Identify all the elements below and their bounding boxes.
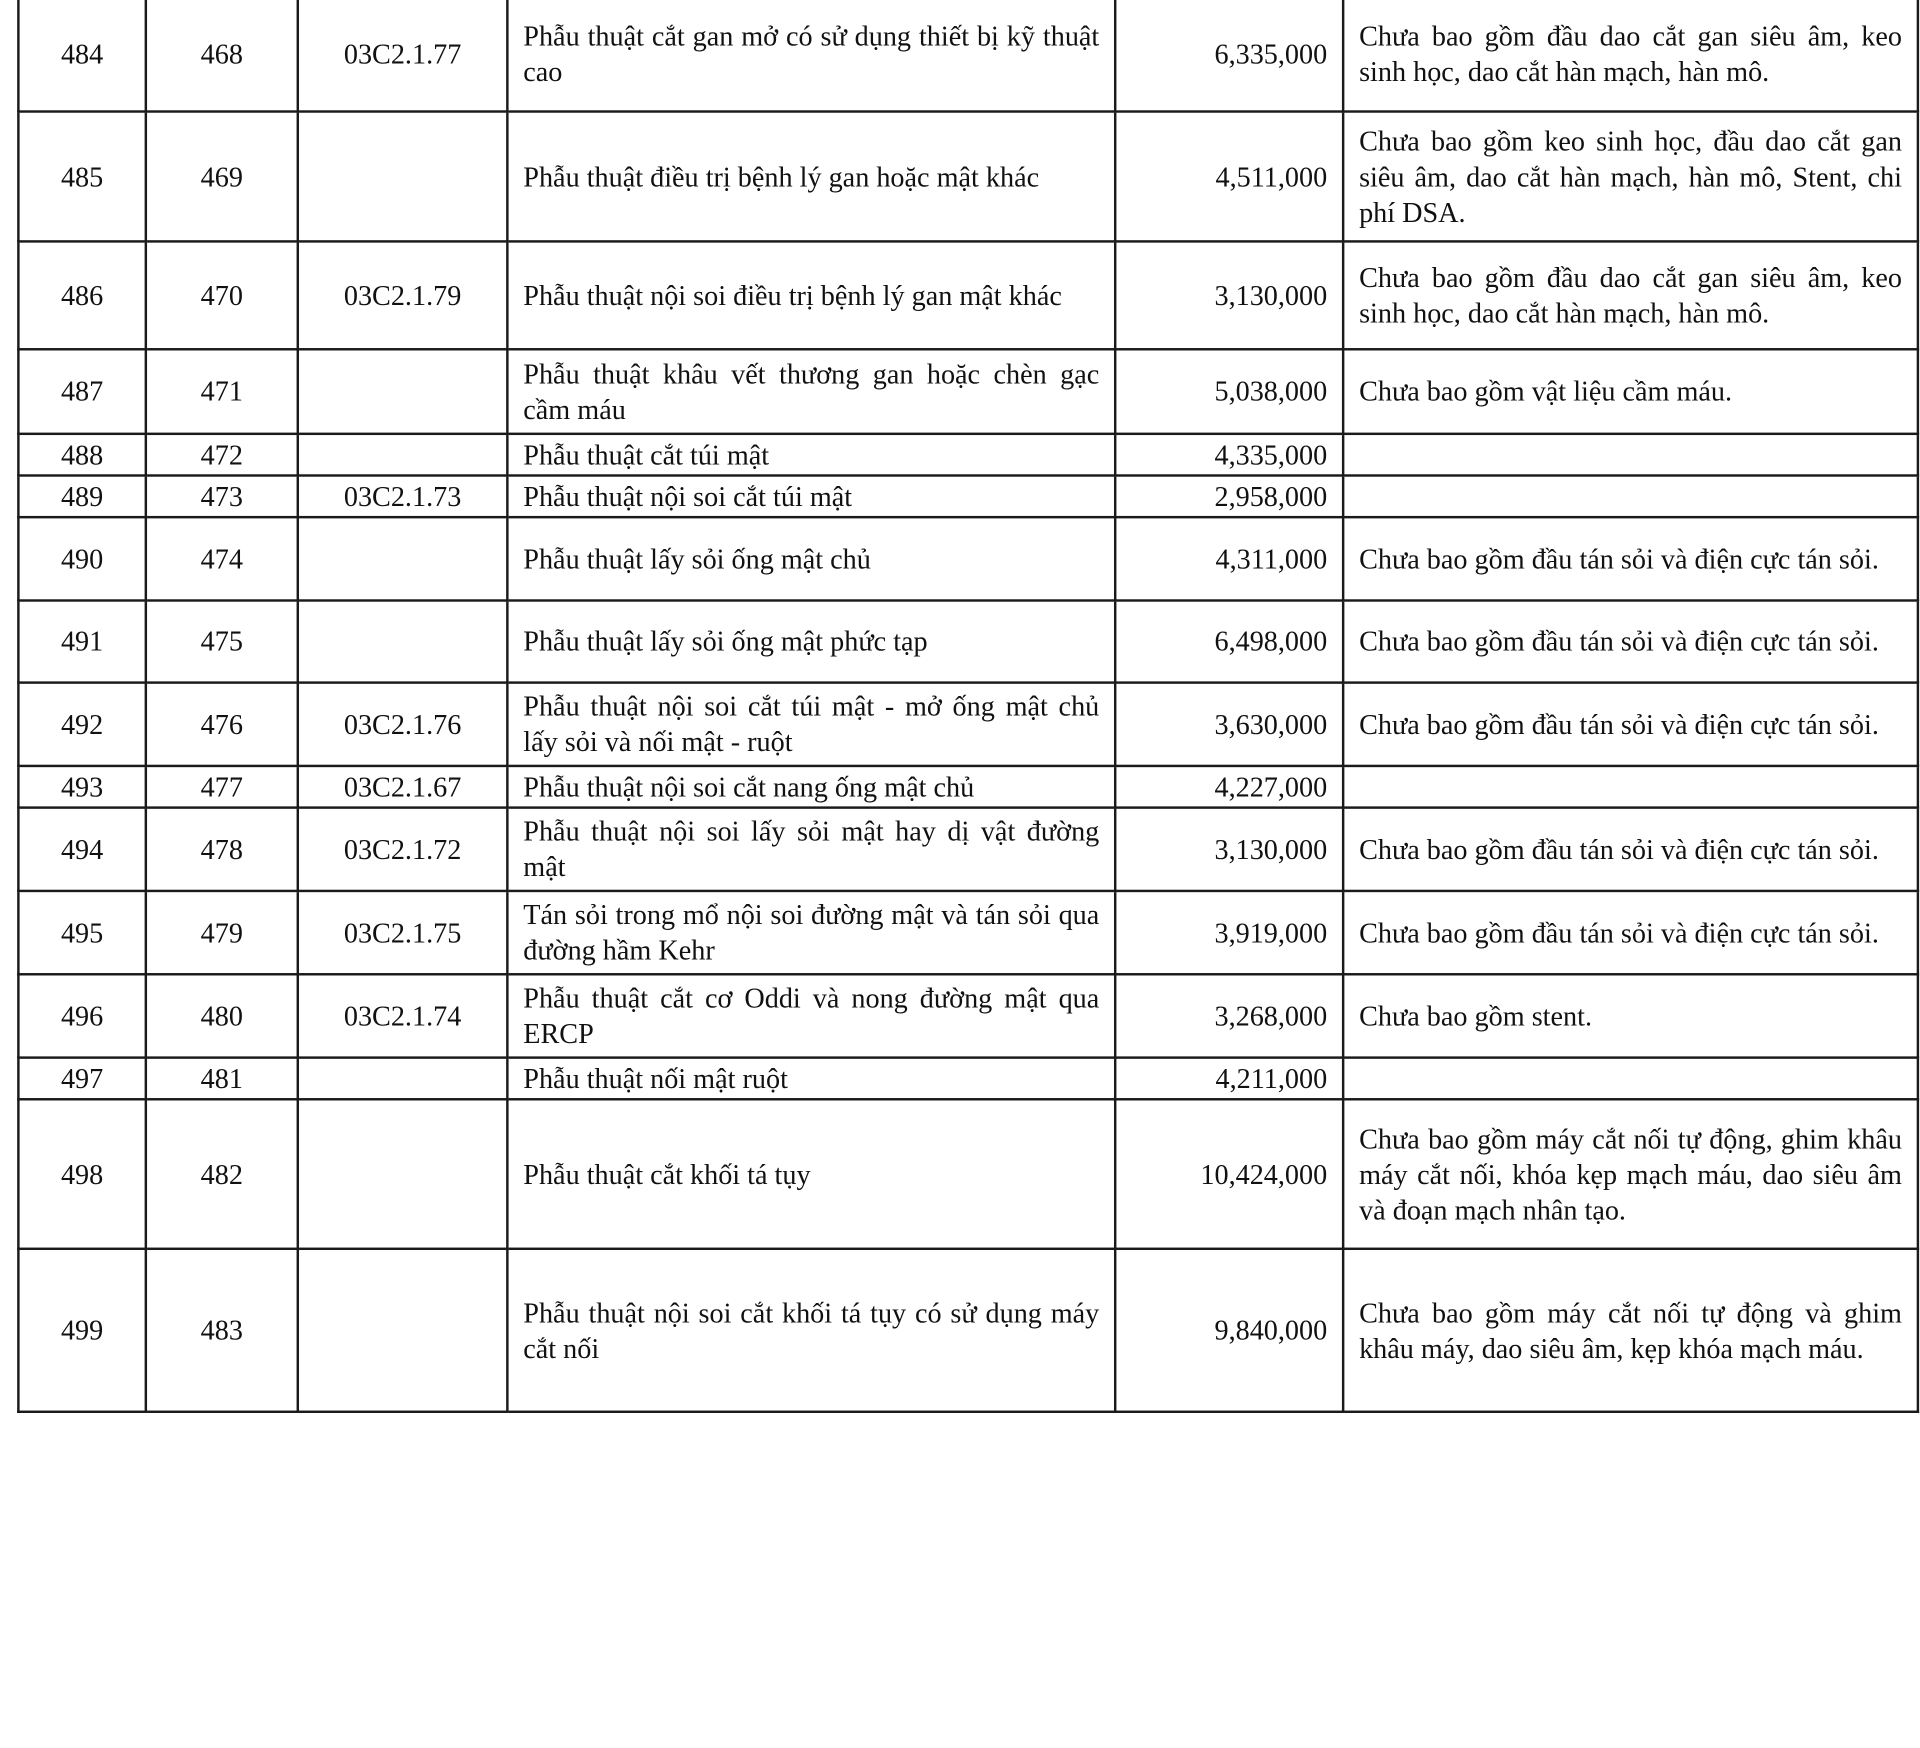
service-name-cell: Phẫu thuật cắt cơ Oddi và nong đường mật qua ERCP <box>507 974 1115 1057</box>
code-cell: 03C2.1.73 <box>298 475 508 517</box>
table-row <box>18 349 1918 434</box>
code-cell <box>298 517 508 600</box>
table-row <box>18 683 1918 766</box>
tt-cell: 483 <box>146 1249 298 1412</box>
service-name-cell: Phẫu thuật nội soi cắt túi mật <box>507 475 1115 517</box>
price-cell: 4,227,000 <box>1115 766 1343 808</box>
table-row <box>18 808 1918 891</box>
code-cell <box>298 1058 508 1100</box>
stt-cell: 496 <box>18 974 145 1057</box>
stt-cell: 491 <box>18 600 145 682</box>
tt-cell: 482 <box>146 1099 298 1249</box>
service-name-cell: Tán sỏi trong mổ nội soi đường mật và tán sỏi qua đường hầm Kehr <box>507 891 1115 974</box>
price-cell: 9,840,000 <box>1115 1249 1343 1412</box>
table-row <box>18 766 1918 808</box>
service-name-cell: Phẫu thuật cắt khối tá tụy <box>507 1099 1115 1249</box>
service-name-cell: Phẫu thuật nội soi cắt túi mật - mở ống mật chủ lấy sỏi và nối mật - ruột <box>507 683 1115 766</box>
table-row <box>18 517 1918 600</box>
price-cell: 6,335,000 <box>1115 0 1343 112</box>
stt-cell: 485 <box>18 112 145 242</box>
note-cell: Chưa bao gồm đầu tán sỏi và điện cực tán sỏi. <box>1343 891 1918 974</box>
service-name-cell: Phẫu thuật lấy sỏi ống mật phức tạp <box>507 600 1115 682</box>
table-row <box>18 241 1918 349</box>
tt-cell: 481 <box>146 1058 298 1100</box>
code-cell: 03C2.1.72 <box>298 808 508 891</box>
stt-cell: 498 <box>18 1099 145 1249</box>
table-row <box>18 1249 1918 1412</box>
service-name-cell: Phẫu thuật cắt gan mở có sử dụng thiết bị kỹ thuật cao <box>507 0 1115 112</box>
tt-cell: 476 <box>146 683 298 766</box>
price-cell: 4,335,000 <box>1115 434 1343 476</box>
note-cell: Chưa bao gồm đầu tán sỏi và điện cực tán sỏi. <box>1343 683 1918 766</box>
tt-cell: 479 <box>146 891 298 974</box>
tt-cell: 475 <box>146 600 298 682</box>
service-name-cell: Phẫu thuật lấy sỏi ống mật chủ <box>507 517 1115 600</box>
price-cell: 4,311,000 <box>1115 517 1343 600</box>
stt-cell: 493 <box>18 766 145 808</box>
stt-cell: 492 <box>18 683 145 766</box>
price-cell: 3,130,000 <box>1115 808 1343 891</box>
stt-cell: 497 <box>18 1058 145 1100</box>
code-cell <box>298 349 508 434</box>
stt-cell: 484 <box>18 0 145 112</box>
service-name-cell: Phẫu thuật nối mật ruột <box>507 1058 1115 1100</box>
price-cell: 10,424,000 <box>1115 1099 1343 1249</box>
stt-cell: 495 <box>18 891 145 974</box>
note-cell <box>1343 766 1918 808</box>
note-cell <box>1343 1058 1918 1100</box>
price-cell: 3,130,000 <box>1115 241 1343 349</box>
service-name-cell: Phẫu thuật khâu vết thương gan hoặc chèn gạc cầm máu <box>507 349 1115 434</box>
tt-cell: 470 <box>146 241 298 349</box>
note-cell <box>1343 434 1918 476</box>
code-cell <box>298 1099 508 1249</box>
tt-cell: 469 <box>146 112 298 242</box>
note-cell: Chưa bao gồm đầu tán sỏi và điện cực tán sỏi. <box>1343 600 1918 682</box>
note-cell: Chưa bao gồm stent. <box>1343 974 1918 1057</box>
table-body <box>18 0 1918 1412</box>
stt-cell: 488 <box>18 434 145 476</box>
tt-cell: 468 <box>146 0 298 112</box>
note-cell: Chưa bao gồm đầu tán sỏi và điện cực tán sỏi. <box>1343 808 1918 891</box>
stt-cell: 494 <box>18 808 145 891</box>
stt-cell: 487 <box>18 349 145 434</box>
tt-cell: 473 <box>146 475 298 517</box>
table-row <box>18 0 1918 112</box>
note-cell: Chưa bao gồm máy cắt nối tự động và ghim khâu máy, dao siêu âm, kẹp khóa mạch máu. <box>1343 1249 1918 1412</box>
tt-cell: 480 <box>146 974 298 1057</box>
tt-cell: 471 <box>146 349 298 434</box>
table-row <box>18 475 1918 517</box>
table-row <box>18 112 1918 242</box>
code-cell <box>298 112 508 242</box>
stt-cell: 490 <box>18 517 145 600</box>
code-cell <box>298 434 508 476</box>
tt-cell: 477 <box>146 766 298 808</box>
code-cell: 03C2.1.75 <box>298 891 508 974</box>
note-cell <box>1343 475 1918 517</box>
price-cell: 3,630,000 <box>1115 683 1343 766</box>
table-row <box>18 434 1918 476</box>
price-cell: 3,919,000 <box>1115 891 1343 974</box>
service-name-cell: Phẫu thuật điều trị bệnh lý gan hoặc mật khác <box>507 112 1115 242</box>
note-cell: Chưa bao gồm đầu dao cắt gan siêu âm, keo sinh học, dao cắt hàn mạch, hàn mô. <box>1343 241 1918 349</box>
service-name-cell: Phẫu thuật nội soi cắt khối tá tụy có sử dụng máy cắt nối <box>507 1249 1115 1412</box>
price-cell: 4,211,000 <box>1115 1058 1343 1100</box>
code-cell: 03C2.1.67 <box>298 766 508 808</box>
service-name-cell: Phẫu thuật nội soi điều trị bệnh lý gan mật khác <box>507 241 1115 349</box>
price-table <box>17 0 1919 1413</box>
table-row <box>18 891 1918 974</box>
table-row <box>18 974 1918 1057</box>
code-cell: 03C2.1.76 <box>298 683 508 766</box>
note-cell: Chưa bao gồm máy cắt nối tự động, ghim khâu máy cắt nối, khóa kẹp mạch máu, dao siêu âm và đoạn mạch nhân tạo. <box>1343 1099 1918 1249</box>
note-cell: Chưa bao gồm vật liệu cầm máu. <box>1343 349 1918 434</box>
table-row <box>18 1058 1918 1100</box>
table-row <box>18 600 1918 682</box>
note-cell: Chưa bao gồm đầu dao cắt gan siêu âm, keo sinh học, dao cắt hàn mạch, hàn mô. <box>1343 0 1918 112</box>
tt-cell: 474 <box>146 517 298 600</box>
tt-cell: 472 <box>146 434 298 476</box>
code-cell: 03C2.1.77 <box>298 0 508 112</box>
service-name-cell: Phẫu thuật nội soi lấy sỏi mật hay dị vật đường mật <box>507 808 1115 891</box>
note-cell: Chưa bao gồm đầu tán sỏi và điện cực tán sỏi. <box>1343 517 1918 600</box>
price-cell: 5,038,000 <box>1115 349 1343 434</box>
price-cell: 2,958,000 <box>1115 475 1343 517</box>
code-cell: 03C2.1.74 <box>298 974 508 1057</box>
tt-cell: 478 <box>146 808 298 891</box>
stt-cell: 489 <box>18 475 145 517</box>
price-cell: 6,498,000 <box>1115 600 1343 682</box>
table-row <box>18 1099 1918 1249</box>
service-name-cell: Phẫu thuật cắt túi mật <box>507 434 1115 476</box>
service-name-cell: Phẫu thuật nội soi cắt nang ống mật chủ <box>507 766 1115 808</box>
code-cell <box>298 600 508 682</box>
price-cell: 3,268,000 <box>1115 974 1343 1057</box>
stt-cell: 499 <box>18 1249 145 1412</box>
price-cell: 4,511,000 <box>1115 112 1343 242</box>
code-cell <box>298 1249 508 1412</box>
note-cell: Chưa bao gồm keo sinh học, đầu dao cắt gan siêu âm, dao cắt hàn mạch, hàn mô, Stent, chi phí DSA. <box>1343 112 1918 242</box>
stt-cell: 486 <box>18 241 145 349</box>
code-cell: 03C2.1.79 <box>298 241 508 349</box>
